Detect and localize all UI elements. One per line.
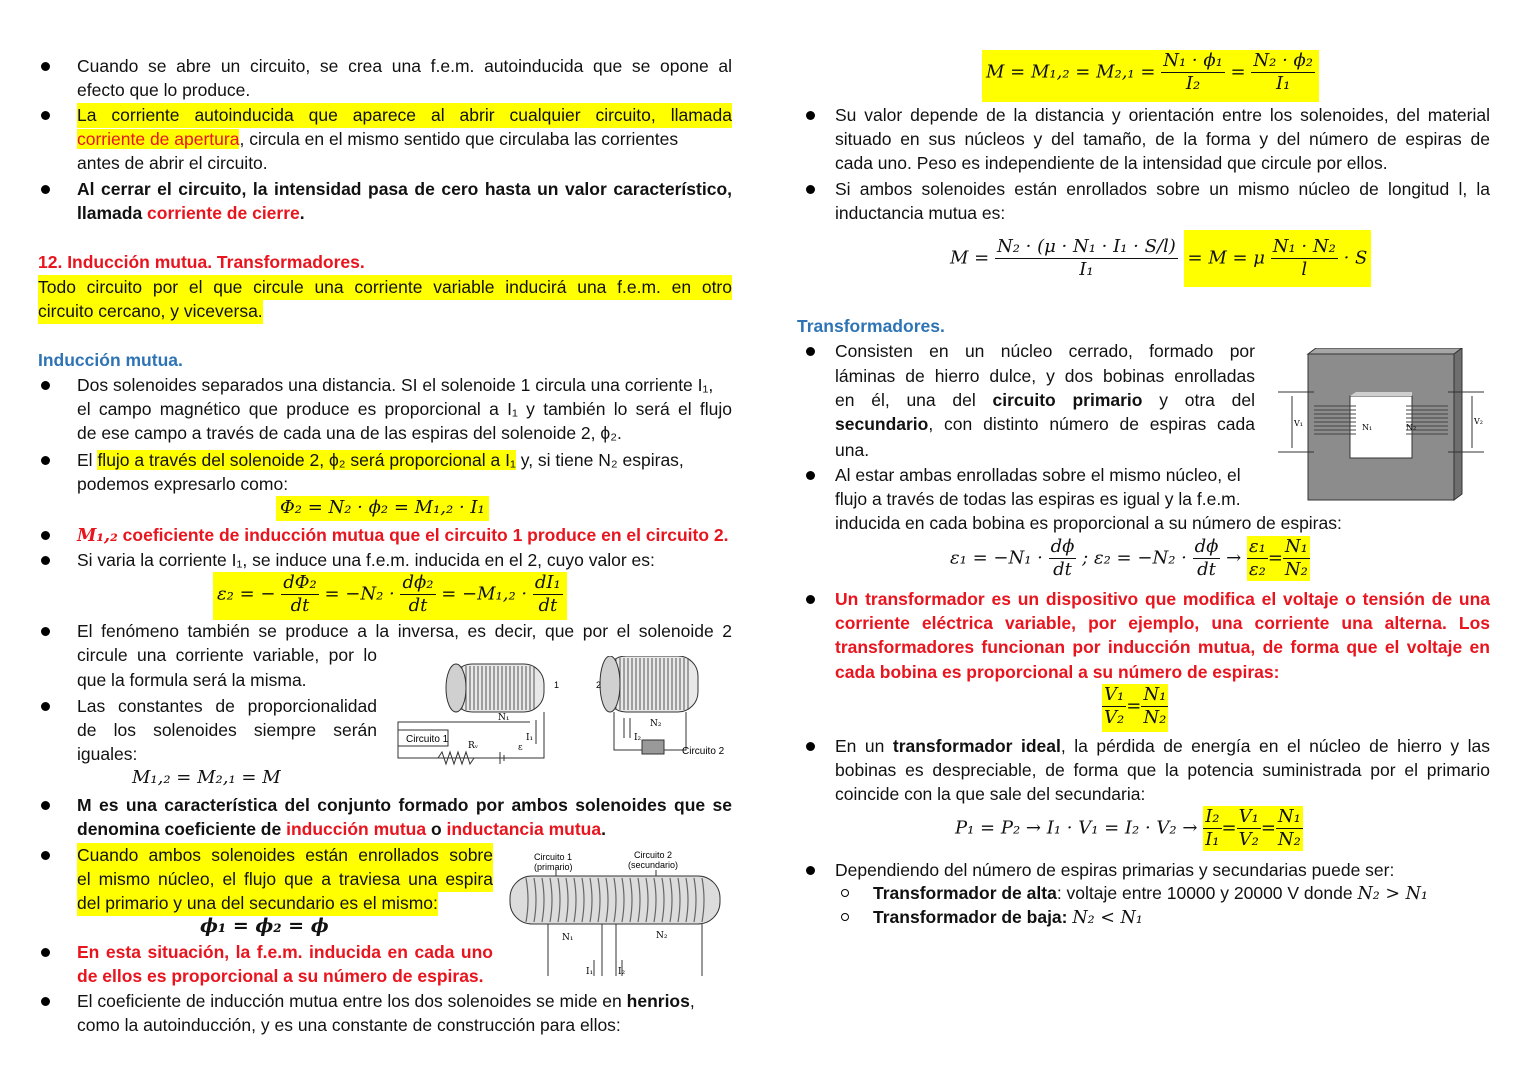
text-line: de ese campo a través de cada una de las espiras del solenoide 2, ϕ₂. bbox=[77, 423, 622, 443]
numerator: dΦ₂ bbox=[283, 572, 317, 593]
eq-part: = bbox=[1230, 61, 1246, 83]
text-line: Dos solenoides separados una distancia. SI el solenoide 1 circula una corriente I₁, bbox=[77, 375, 714, 395]
text-line bbox=[77, 448, 684, 473]
eq-part: → bbox=[1226, 547, 1242, 569]
text-line: iguales: bbox=[77, 744, 138, 764]
figure-label: 1 bbox=[554, 680, 560, 690]
highlighted-text: Todo circuito por el que circule una corriente variable inducirá una f.e.m. en otro bbox=[38, 275, 732, 300]
bold-term: henrios bbox=[626, 991, 690, 1011]
figure-label: N₁ bbox=[1362, 423, 1373, 432]
text-line: Las constantes de proporcionalidad bbox=[77, 696, 377, 716]
highlighted-text: el mismo núcleo, el flujo que a traviesa una espira bbox=[77, 867, 493, 892]
figure-label: (primario) bbox=[534, 862, 573, 872]
figure-label: N₂ bbox=[656, 931, 668, 941]
fraction bbox=[1161, 50, 1225, 95]
numerator: dϕ bbox=[1194, 536, 1219, 557]
text-line: Consisten en un núcleo cerrado, formado por bbox=[835, 341, 1255, 361]
mutual-inductance-equation bbox=[982, 50, 1319, 102]
text-line bbox=[77, 201, 305, 226]
numerator: N₁ · ϕ₁ bbox=[1163, 50, 1223, 71]
figure-label: N₂ bbox=[650, 719, 662, 729]
highlighted-result bbox=[1184, 230, 1372, 287]
numerator: V₁ bbox=[1104, 684, 1125, 705]
bold-text: M es una característica del conjunto formado por ambos solenoides que se bbox=[77, 795, 732, 815]
red-term: inductancia mutua bbox=[446, 819, 602, 839]
fraction bbox=[1251, 50, 1315, 95]
numerator: N₁ bbox=[1143, 684, 1167, 705]
eq-part: = −M₁,₂ · bbox=[441, 583, 528, 605]
equal-flux-equation: ϕ₁ = ϕ₂ = ϕ bbox=[200, 915, 329, 937]
red-bold-text: transformadores funcionan por inducción mutua, de forma que el voltaje en bbox=[835, 637, 1490, 657]
emf-ratio-equation bbox=[950, 536, 1310, 586]
text-line: inducida en cada bobina es proporcional a su número de espiras: bbox=[835, 513, 1342, 533]
fraction bbox=[1283, 536, 1310, 581]
eq-part: ; ε₂ = −N₂ · bbox=[1082, 547, 1187, 569]
math-symbol: M₁,₂ bbox=[77, 526, 118, 546]
denominator: dt bbox=[1193, 558, 1221, 581]
figure-label: ε bbox=[518, 743, 523, 753]
bold-term: secundario bbox=[835, 414, 929, 434]
denominator: l bbox=[1271, 258, 1338, 281]
red-bold-text: Un transformador es un dispositivo que modifica el voltaje o tensión de una bbox=[835, 589, 1490, 609]
bold-term: circuito primario bbox=[992, 390, 1143, 410]
numerator: dϕ bbox=[1050, 536, 1075, 557]
text-span: y, si tiene N₂ espiras, bbox=[515, 450, 684, 470]
fraction bbox=[281, 572, 319, 617]
figure-label: I₁ bbox=[586, 967, 594, 977]
bold-term: Transformador de alta bbox=[873, 883, 1057, 903]
bullet-marker bbox=[41, 381, 50, 390]
text-span: y otra del bbox=[1142, 390, 1255, 410]
bullet-marker bbox=[41, 801, 50, 810]
eq-part: = bbox=[1267, 547, 1283, 569]
text-line: circule una corriente variable, por lo bbox=[77, 645, 377, 665]
fraction bbox=[1203, 806, 1221, 851]
text-line: efecto que lo produce. bbox=[77, 80, 251, 100]
math-symbol: N₂ > N₁ bbox=[1357, 884, 1428, 904]
text-span: En un bbox=[835, 736, 893, 756]
highlighted-text: flujo a través del solenoide 2, ϕ₂ será proporcional a I₁ bbox=[97, 450, 516, 470]
text-span: coeficiente de inducción mutua que el circuito 1 produce en el circuito 2. bbox=[117, 525, 729, 545]
figure-label: Circuito 1 bbox=[406, 734, 449, 745]
text-span: en él, una del bbox=[835, 390, 993, 410]
bullet-marker bbox=[806, 866, 815, 875]
denominator: ε₂ bbox=[1248, 559, 1266, 580]
text-line: Si varia la corriente I₁, se induce una f.e.m. inducida en el 2, cuyo valor es: bbox=[77, 550, 655, 570]
numerator: dI₁ bbox=[534, 572, 561, 593]
text-span: El coeficiente de inducción mutua entre los dos solenoides se mide en bbox=[77, 991, 627, 1011]
text-span: , la pérdida de energía en el núcleo de hierro y las bbox=[1060, 736, 1490, 756]
denominator: V₂ bbox=[1238, 829, 1259, 850]
denominator: N₂ bbox=[1277, 829, 1301, 850]
text-span: llamada bbox=[77, 203, 148, 223]
figure-label: N₁ bbox=[562, 933, 574, 943]
fraction bbox=[1271, 236, 1338, 281]
numerator: V₁ bbox=[1238, 806, 1259, 827]
text-line: bobinas es despreciable, de forma que la potencia suministrada por el primario bbox=[835, 760, 1490, 780]
eq-part: · S bbox=[1343, 247, 1368, 269]
fraction bbox=[1049, 536, 1077, 581]
bullet-marker bbox=[806, 185, 815, 194]
bullet-marker bbox=[41, 531, 50, 540]
fraction bbox=[533, 572, 563, 617]
text-line: una. bbox=[835, 440, 870, 460]
text-line bbox=[77, 989, 695, 1014]
transformer-figure bbox=[1276, 348, 1486, 504]
red-term: inducción mutua bbox=[286, 819, 427, 839]
eq-part: = bbox=[1260, 817, 1276, 839]
figure-label: V₁ bbox=[1294, 419, 1303, 428]
text-line: láminas de hierro dulce, y dos bobinas enrolladas bbox=[835, 366, 1255, 386]
fraction bbox=[1247, 536, 1268, 581]
red-term: corriente de apertura bbox=[77, 129, 240, 149]
bullet-marker bbox=[41, 851, 50, 860]
power-equation bbox=[955, 806, 1303, 856]
eq-part: = bbox=[1221, 817, 1237, 839]
text-line: El fenómeno también se produce a la inversa, es decir, que por el solenoide 2 bbox=[77, 621, 732, 641]
bullet-marker bbox=[806, 742, 815, 751]
eq-part: ε₁ = −N₁ · bbox=[950, 547, 1043, 569]
bullet-marker bbox=[806, 111, 815, 120]
figure-label: (secundario) bbox=[628, 860, 679, 870]
numerator: N₂ · (μ · N₁ · I₁ · S/l) bbox=[996, 236, 1176, 257]
text-line: Cuando se abre un circuito, se crea una f.e.m. autoinducida que se opone al bbox=[77, 56, 732, 76]
denominator: I₁ bbox=[1251, 72, 1315, 95]
text-span: denomina coeficiente de bbox=[77, 819, 287, 839]
sub-bullet-marker bbox=[841, 889, 849, 897]
fraction bbox=[1276, 806, 1303, 851]
text-line: de los solenoides siempre serán bbox=[77, 720, 377, 740]
denominator: I₁ bbox=[995, 258, 1178, 281]
numerator: dϕ₂ bbox=[402, 572, 434, 593]
text-line bbox=[873, 881, 1428, 907]
bullet-marker bbox=[41, 456, 50, 465]
core-inductance-equation bbox=[950, 230, 1371, 290]
fraction bbox=[400, 572, 435, 617]
text-line: inductancia mutua es: bbox=[835, 203, 1006, 223]
text-span: , con distinto número de espiras cada bbox=[928, 414, 1255, 434]
figure-label: Circuito 2 bbox=[682, 746, 725, 757]
text-line bbox=[77, 127, 732, 152]
eq-part: M = bbox=[950, 247, 990, 269]
fraction bbox=[1102, 684, 1126, 729]
denominator: dt bbox=[533, 594, 563, 617]
highlighted-text: Cuando ambos solenoides están enrollados sobre bbox=[77, 843, 493, 868]
text-span: , circula en el mismo sentido que circulaba las corrientes bbox=[239, 129, 679, 149]
denominator: dt bbox=[400, 594, 435, 617]
numerator: N₂ · ϕ₂ bbox=[1253, 50, 1313, 71]
bullet-marker bbox=[41, 627, 50, 636]
eq-part: ε₂ = − bbox=[217, 583, 276, 605]
highlighted-result bbox=[1247, 536, 1310, 581]
text-line bbox=[77, 523, 729, 549]
red-bold-text: En esta situación, la f.e.m. inducida en cada uno bbox=[77, 942, 493, 962]
highlighted-text: del primario y una del secundario es el mismo: bbox=[77, 891, 438, 916]
eq-part: = −N₂ · bbox=[324, 583, 395, 605]
emf-equation bbox=[213, 572, 567, 620]
bullet-marker bbox=[41, 702, 50, 711]
denominator: dt bbox=[1049, 558, 1077, 581]
fraction bbox=[995, 236, 1178, 281]
text-line: Si ambos solenoides están enrollados sobre un mismo núcleo de longitud l, la bbox=[835, 179, 1490, 199]
text-line: flujo a través de todas las espiras es igual y la f.e.m. bbox=[835, 489, 1241, 509]
sub-bullet-marker bbox=[841, 913, 849, 921]
bullet-marker bbox=[41, 62, 50, 71]
denominator: dt bbox=[281, 594, 319, 617]
text-line bbox=[835, 734, 1490, 759]
fraction bbox=[1141, 684, 1168, 729]
bullet-marker bbox=[41, 185, 50, 194]
figure-label: I₂ bbox=[618, 967, 626, 977]
text-line: cada uno. Peso es independiente de la intensidad que circule por ellos. bbox=[835, 153, 1388, 173]
flux-equation: Φ₂ = N₂ · ϕ₂ = M₁,₂ · I₁ bbox=[276, 496, 489, 521]
fraction bbox=[1237, 806, 1261, 851]
text-span: El bbox=[77, 450, 98, 470]
text-line: que la formula será la misma. bbox=[77, 670, 307, 690]
bullet-marker bbox=[806, 471, 815, 480]
bullet-marker bbox=[806, 347, 815, 356]
text-line: situado en sus núcleos y del tamaño, de la forma y del número de espiras de bbox=[835, 129, 1490, 149]
bold-term: Transformador de baja: bbox=[873, 907, 1073, 927]
section-title: 12. Inducción mutua. Transformadores. bbox=[38, 252, 365, 272]
text-span: , bbox=[689, 991, 695, 1011]
denominator: I₂ bbox=[1161, 72, 1225, 95]
denominator: N₂ bbox=[1143, 707, 1167, 728]
bold-text: Al cerrar el circuito, la intensidad pasa de cero hasta un valor característico, bbox=[77, 179, 732, 199]
text-span: : voltaje entre 10000 y 20000 V donde bbox=[1056, 883, 1358, 903]
figure-label: Circuito 2 bbox=[634, 850, 673, 860]
highlighted-text: circuito cercano, y viceversa. bbox=[38, 299, 263, 324]
common-core-figure bbox=[506, 848, 728, 982]
text-line: como la autoinducción, y es una constante de construcción para ellos: bbox=[77, 1015, 621, 1035]
denominator: V₂ bbox=[1104, 707, 1125, 728]
figure-label: I₂ bbox=[634, 733, 642, 743]
red-bold-text: corriente eléctrica variable, por ejemplo, una corriente una alterna. Los bbox=[835, 613, 1490, 633]
text-line bbox=[77, 817, 606, 842]
numerator: N₁ bbox=[1284, 536, 1308, 557]
numerator: N₁ bbox=[1277, 806, 1301, 827]
subsection-title: Inducción mutua. bbox=[38, 350, 183, 370]
numerator: N₁ · N₂ bbox=[1272, 236, 1336, 257]
bullet-marker bbox=[41, 556, 50, 565]
text-line: Al estar ambas enrolladas sobre el mismo núcleo, el bbox=[835, 465, 1241, 485]
text-line bbox=[835, 412, 1255, 437]
red-bold-text: de ellos es proporcional a su número de espiras. bbox=[77, 966, 484, 986]
text-line: antes de abrir el circuito. bbox=[77, 153, 268, 173]
eq-part: M = M₁,₂ = M₂,₁ = bbox=[986, 61, 1156, 83]
figure-label: I₁ bbox=[526, 733, 534, 743]
denominator: N₂ bbox=[1284, 559, 1308, 580]
bullet-marker bbox=[41, 997, 50, 1006]
text-line: podemos expresarlo como: bbox=[77, 474, 289, 494]
figure-label: N₁ bbox=[498, 713, 510, 723]
figure-label: N₂ bbox=[1406, 423, 1417, 432]
bold-term: transformador ideal bbox=[892, 736, 1061, 756]
text-span: o bbox=[426, 819, 447, 839]
bullet-marker bbox=[41, 111, 50, 120]
text-span: . bbox=[299, 203, 305, 223]
voltage-ratio-equation bbox=[1102, 684, 1168, 732]
figure-label: V₂ bbox=[1474, 417, 1483, 426]
figure-label: 2 bbox=[596, 680, 602, 690]
text-line: Su valor depende de la distancia y orientación entre los solenoides, del material bbox=[835, 105, 1490, 125]
red-bold-text: cada bobina es proporcional a su número de espiras: bbox=[835, 662, 1280, 682]
figure-label: Circuito 1 bbox=[534, 852, 573, 862]
eq-part: = bbox=[1126, 695, 1142, 717]
numerator: ε₁ bbox=[1248, 536, 1266, 557]
highlighted-result bbox=[1203, 806, 1303, 851]
text-line bbox=[873, 905, 1143, 931]
figure-label: Rᵥ bbox=[468, 741, 479, 751]
math-symbol: N₂ < N₁ bbox=[1072, 908, 1143, 928]
bullet-marker bbox=[806, 595, 815, 604]
fraction bbox=[1193, 536, 1221, 581]
text-line: Dependiendo del número de espiras primarias y secundarias puede ser: bbox=[835, 860, 1395, 880]
bullet-marker bbox=[41, 948, 50, 957]
text-line bbox=[835, 388, 1255, 413]
red-term: corriente de cierre bbox=[147, 203, 300, 223]
text-line: el campo magnético que produce es proporcional a I₁ y también lo será el flujo bbox=[77, 399, 732, 419]
text-line: coincide con la que sale del secundaria: bbox=[835, 784, 1146, 804]
subsection-title: Transformadores. bbox=[797, 316, 945, 336]
equality-equation: M₁,₂ = M₂,₁ = M bbox=[132, 767, 281, 788]
highlighted-text: La corriente autoinducida que aparece al abrir cualquier circuito, llamada bbox=[77, 103, 732, 128]
numerator: I₂ bbox=[1205, 806, 1220, 827]
denominator: I₁ bbox=[1205, 829, 1220, 850]
text-span: . bbox=[601, 819, 606, 839]
eq-part: P₁ = P₂ → I₁ · V₁ = I₂ · V₂ → bbox=[955, 817, 1198, 839]
eq-part: = M = μ bbox=[1187, 247, 1265, 269]
two-solenoids-figure bbox=[396, 656, 738, 772]
